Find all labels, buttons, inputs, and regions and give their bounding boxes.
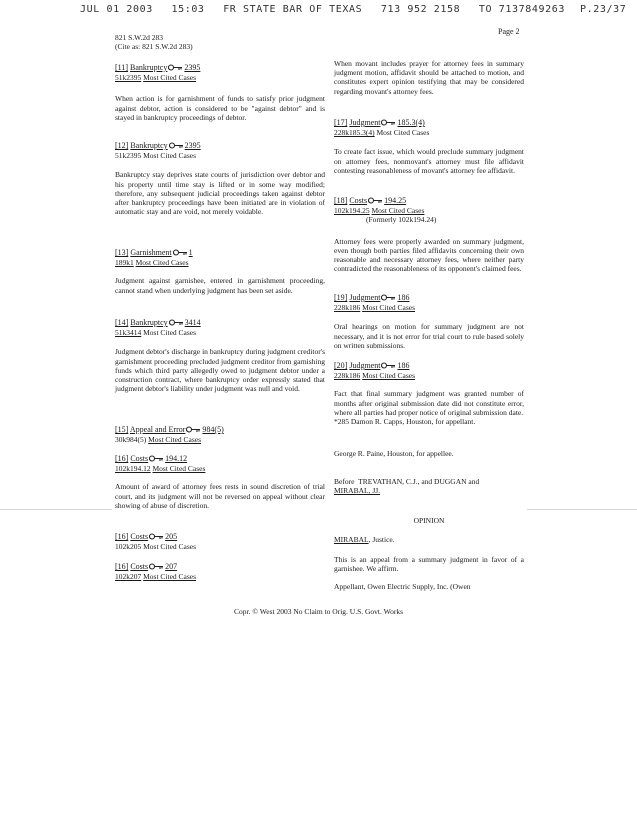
- headnote-heading[interactable]: [11] Bankruptcy 2395: [115, 63, 201, 72]
- counsel-appellant: *285 Damon R. Capps, Houston, for appellant.: [334, 417, 476, 427]
- judges-line: TREVATHAN, C.J., and DUGGAN and: [358, 477, 480, 486]
- most-cited-link[interactable]: 102k194.12 Most Cited Cases: [115, 464, 206, 474]
- most-cited-link[interactable]: 51k2395 Most Cited Cases: [115, 151, 197, 161]
- most-cited-link[interactable]: 102k205 Most Cited Cases: [115, 542, 197, 552]
- intro-text: When movant includes prayer for attorney fees in summary judgment motion, affidavit should be attached to motion, and constitutes expert opinion testifying that may be considered regarding movant's attorney fees.: [334, 59, 524, 96]
- most-cited-link[interactable]: 228k186 Most Cited Cases: [334, 371, 416, 381]
- most-cited-link[interactable]: 102k207 Most Cited Cases: [115, 572, 197, 582]
- fax-time: 15:03: [171, 4, 205, 15]
- most-cited-link[interactable]: 51k2395 Most Cited Cases: [115, 73, 197, 83]
- scan-edge-line: [527, 509, 637, 510]
- opinion-author-name[interactable]: MIRABAL: [334, 535, 369, 544]
- headnote-text: Amount of award of attorney fees rests in sound discretion of trial court, and its judgment will not be reversed on appeal without clear showing of abuse of discretion.: [115, 482, 325, 510]
- opinion-heading: OPINION: [413, 516, 445, 525]
- headnote-16c: [115, 562, 325, 581]
- key-icon: [381, 119, 396, 128]
- headnote-text: Bankruptcy stay deprives state courts of jurisdiction over debtor and his property until time stay is lifted or in some way modified; therefore, any subsequent judicial proceedings taken against debtor after bankruptcy proceedings have been initiated are in violation of automatic stay and are void, not merely voidable.: [115, 170, 325, 217]
- headnote-13: [115, 248, 325, 295]
- headnote-text: Oral hearings on motion for summary judgment are not necessary, and it is not error for trial court to rule based solely on written submissions.: [334, 322, 524, 350]
- formerly-note: (Formerly 102k194.24): [366, 215, 437, 225]
- key-icon: [381, 294, 396, 303]
- opinion-author: [334, 535, 524, 544]
- scan-edge-line: [0, 509, 112, 510]
- key-icon: [149, 533, 164, 542]
- key-icon: [149, 563, 164, 572]
- most-cited-link[interactable]: 30k984(5) Most Cited Cases: [115, 435, 202, 445]
- headnote-11: [115, 63, 325, 122]
- page-label: Page 2: [498, 27, 520, 36]
- key-icon: [169, 142, 184, 151]
- headnote-heading[interactable]: [15] Appeal and Error 984(5): [115, 425, 224, 434]
- copyright-footer: Copr. © West 2003 No Claim to Orig. U.S. Govt. Works: [233, 607, 403, 616]
- citation-top: [115, 33, 193, 51]
- before-label: Before: [334, 477, 355, 486]
- headnote-18: [334, 196, 524, 273]
- headnote-15: [115, 425, 325, 444]
- most-cited-link[interactable]: 102k194.25 Most Cited Cases: [334, 206, 425, 216]
- headnote-heading[interactable]: [12] Bankruptcy 2395: [115, 141, 201, 150]
- headnote-heading[interactable]: [13] Garnishment 1: [115, 248, 193, 257]
- key-icon: [186, 426, 201, 435]
- fax-from: FR STATE BAR OF TEXAS: [223, 4, 363, 15]
- panel-judges: [334, 477, 524, 495]
- opinion-paragraph-1: This is an appeal from a summary judgment in favor of a garnishee. We affirm.: [334, 555, 524, 574]
- headnote-text: To create fact issue, which would preclude summary judgment on attorney fees, nonmovant's attorney must file affidavit contesting reasonableness of movant's attorney fee affidavit.: [334, 147, 524, 175]
- key-icon: [173, 249, 188, 258]
- fax-to: TO 7137849263: [478, 4, 565, 15]
- headnote-17: [334, 118, 524, 175]
- headnote-heading[interactable]: [16] Costs 194.12: [115, 454, 188, 463]
- headnote-12: [115, 141, 325, 216]
- headnote-heading[interactable]: [20] Judgment 186: [334, 361, 410, 370]
- citation-line-2: (Cite as: 821 S.W.2d 283): [115, 42, 193, 51]
- headnote-16b: [115, 532, 325, 551]
- fax-page: P.23/37: [580, 4, 627, 15]
- headnote-heading[interactable]: [16] Costs 207: [115, 562, 178, 571]
- most-cited-link[interactable]: 189k1 Most Cited Cases: [115, 258, 189, 268]
- most-cited-link[interactable]: 51k3414 Most Cited Cases: [115, 328, 197, 338]
- headnote-text: Fact that final summary judgment was granted number of months after original submission date did not constitute error, where all parties had proper notice of original submission date.: [334, 389, 524, 417]
- key-icon: [381, 362, 396, 371]
- fax-date: JUL 01 2003: [80, 4, 153, 15]
- headnote-20: [334, 361, 524, 426]
- headnote-heading[interactable]: [18] Costs 194.25: [334, 196, 407, 205]
- headnote-heading[interactable]: [17] Judgment 185.3(4): [334, 118, 425, 127]
- headnote-heading[interactable]: [19] Judgment 186: [334, 293, 410, 302]
- opinion-author-suffix: , Justice.: [368, 535, 395, 544]
- headnote-text: Attorney fees were properly awarded on summary judgment, even though both parties filed affidavits concerning their own reasonable and necessary attorney fees, where neither party contradicted the reasonableness of its opponent's claimed fees.: [334, 236, 524, 274]
- most-cited-link[interactable]: 228k186 Most Cited Cases: [334, 303, 416, 313]
- headnote-16a: [115, 454, 325, 510]
- fax-from-number: 713 952 2158: [380, 4, 461, 15]
- fax-header: [80, 4, 637, 15]
- headnote-text: When action is for garnishment of funds to satisfy prior judgment against debtor, action is considered to be "against debtor" and is stayed in bankruptcy proceedings of debtor.: [115, 94, 325, 122]
- key-icon: [169, 319, 184, 328]
- key-icon: [149, 455, 164, 464]
- headnote-text: Judgment debtor's discharge in bankruptcy during judgment creditor's garnishment proceeding precluded judgment creditor from garnishing funds which third party allegedly owed to judgment debtor under a construction contract, where bankruptcy order expressly stated that judgment debtor's liability under judgment was null and void.: [115, 347, 325, 394]
- key-icon: [368, 197, 383, 206]
- most-cited-link[interactable]: 228k185.3(4) Most Cited Cases: [334, 128, 430, 138]
- headnote-text: Judgment against garnishee, entered in garnishment proceeding, cannot stand when underlying judgment has been set aside.: [115, 276, 325, 295]
- citation-line-1: 821 S.W.2d 283: [115, 33, 164, 42]
- key-icon: [168, 64, 183, 73]
- judges-line-2: MIRABAL, JJ.: [334, 486, 381, 496]
- headnote-heading[interactable]: [14] Bankruptcy 3414: [115, 318, 201, 327]
- counsel-appellee: George R. Paine, Houston, for appellee.: [334, 449, 454, 458]
- headnote-14: [115, 318, 325, 393]
- headnote-19: [334, 293, 524, 350]
- opinion-paragraph-2: Appellant, Owen Electric Supply, Inc. (Owen: [334, 582, 471, 591]
- headnote-heading[interactable]: [16] Costs 205: [115, 532, 178, 541]
